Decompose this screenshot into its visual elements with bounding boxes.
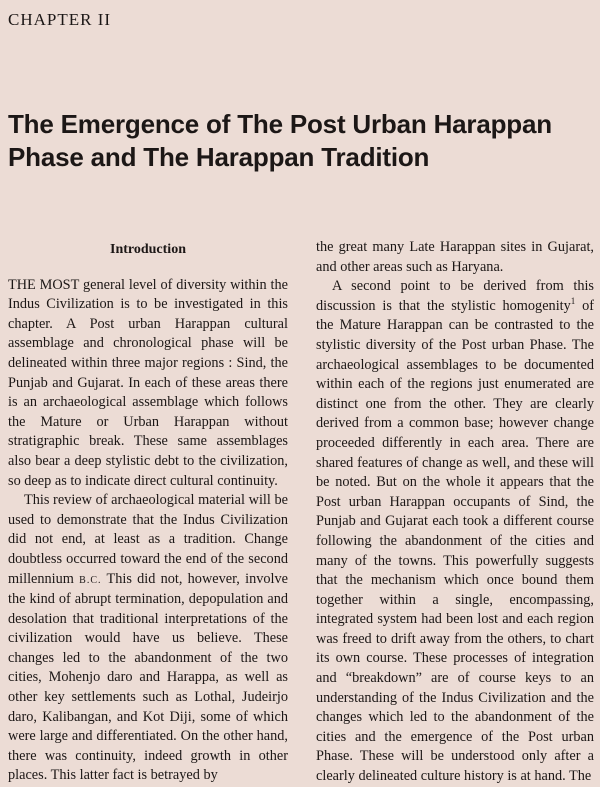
footnote-marker[interactable]: 1 (570, 296, 576, 307)
left-paragraph-1: THE MOST general level of diversity within the Indus Civilization is to be investigated in this chapter. A Post urban Harappan cultural assemblage and chronological phase will be delineated within three major regions : Sind, the Punjab and Gujarat. In each of these areas there is an archaeological assemblage which follows the Mature or Urban Harappan without stratigraphic break. These same assemblages also bear a deep stylistic debt to the civilization, so deep as to indicate direct cultural continuity. (8, 276, 288, 489)
left-paragraph-2-text-a: This review of archaeological material will be used to demonstrate that the Indus Civilization did not end, at least as a tradition. Change doubtless occurred toward the end of the second millennium (8, 492, 288, 587)
left-column (8, 238, 288, 786)
bc-abbreviation: B.C. (79, 574, 102, 586)
right-column (316, 238, 594, 787)
left-paragraph-2 (8, 491, 288, 786)
left-paragraph-2-text-b: This did not, however, involve the kind of abrupt termination, depopulation and desolation that traditional interpretations of the civilization would have us believe. These changes led to the abandonment of the two cities, Mohenjo daro and Harappa, as well as other key settlements such as Lothal, Judeirjo daro, Kalibangan, and Kot Diji, some of which were large and differentiated. On the other hand, there was continuity, indeed growth in other places. This latter fact is betrayed by (8, 570, 288, 784)
right-paragraph-2-text-b: of the Mature Harappan can be contrasted to the stylistic diversity of the Post urban Phase. The archaeological assemblages to be documented within each of the regions just enumerated are distinct one from the other. They are clearly derived from a common base; however change proceeded differently in each area. There are shared features of change as well, and these will be noted. But on the whole it appears that the Post urban Harappan occupants of Sind, the Punjab and Gujarat each took a different course following the abandonment of the cities and many of the towns. This powerfully suggests that the mechanism which once bound them together within a single, encompassing, integrated system had been lost and each region was freed to drift away from the others, to chart its own course. These processes of integration and “breakdown” are of course keys to an understanding of the Indus Civilization and the changes which led to the abandonment of the cities and the emergence of the Post urban Phase. These will be understood only after a clearly delineated culture history is at hand. The (316, 297, 595, 785)
section-heading: Introduction (110, 242, 186, 257)
chapter-title-line-2: Phase and The Harappan Tradition (8, 142, 430, 172)
right-paragraph-2-text-a: A second point to be derived from this discussion is that the stylistic homogenity (316, 278, 594, 314)
right-paragraph-1: the great many Late Harappan sites in Gujarat, and other areas such as Haryana. (316, 239, 594, 275)
right-paragraph-2 (316, 277, 594, 786)
chapter-label: CHAPTER II (8, 10, 112, 29)
chapter-title-line-1: The Emergence of The Post Urban Harappan (8, 109, 552, 139)
chapter-title (8, 108, 593, 174)
